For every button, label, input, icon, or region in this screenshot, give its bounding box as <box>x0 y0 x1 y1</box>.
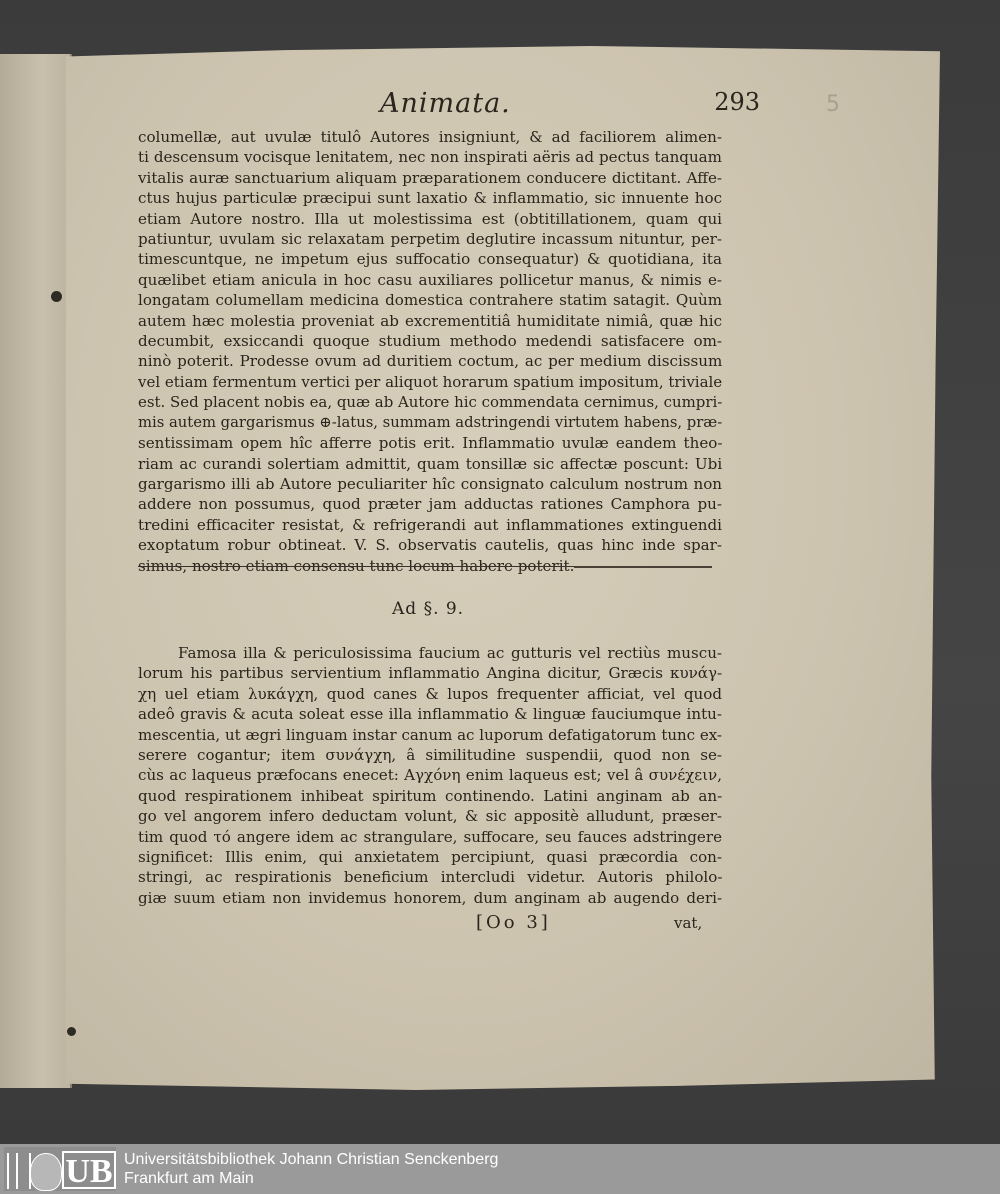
running-title: Animata. <box>380 88 511 119</box>
text-line: mescentia, ut ægri linguam instar canum ac luporum defatigatorum tunc ex- <box>138 725 722 744</box>
binding-hole <box>51 291 62 302</box>
text-line-last: simus, nostro etiam consensu tunc locum habere poterit. <box>138 556 575 575</box>
text-line: lorum his partibus servientium inflammatio Angina dicitur, Græcis κυνάγ- <box>138 664 722 683</box>
text-line: decumbit, exsiccandi quoque studium methodo medendi satisfacere om- <box>138 332 722 351</box>
text-line: ninò poterit. Prodesse ovum ad duritiem coctum, ac per medium discissum <box>138 352 722 371</box>
binding-hole <box>67 1027 76 1036</box>
text-line: adeô gravis & acuta soleat esse illa inflammatio & linguæ fauciumque intu- <box>138 705 722 724</box>
portrait-icon <box>30 1153 62 1191</box>
text-line: exoptatum robur obtineat. V. S. observatis cautelis, quas hinc inde spar- <box>138 536 722 555</box>
text-line: giæ suum etiam non invidemus honorem, dum anginam ab augendo deri- <box>138 888 722 907</box>
text-line: cùs ac laqueus præfocans enecet: Αγχόνη enim laqueus est; vel â συνέχειν, <box>138 766 722 785</box>
signature-mark: [Oo 3] <box>476 912 551 933</box>
catchword: vat, <box>674 914 703 932</box>
text-line: addere non possumus, quod præter jam adductas rationes Camphora pu- <box>138 495 722 514</box>
text-line: autem hæc molestia proveniat ab excrementitiâ humiditate nimiâ, quæ hic <box>138 311 722 330</box>
separator-rule <box>574 566 712 568</box>
logo-stripes-icon <box>7 1153 31 1189</box>
facing-page-edge <box>0 54 72 1088</box>
text-line: timescuntque, ne impetum ejus suffocatio consequatur) & quotidiana, ita <box>138 250 722 269</box>
text-line: longatam columellam medicina domestica contrahere statim satagit. Quùm <box>138 291 722 310</box>
text-line: χη uel etiam λυκάγχη, quod canes & lupos frequenter afficiat, vel quod <box>138 684 722 703</box>
running-head <box>380 88 760 124</box>
paragraph-1 <box>138 127 722 576</box>
institution-line-2: Frankfurt am Main <box>124 1170 254 1187</box>
text-line: etiam Autore nostro. Illa ut molestissima est (obtitillationem, quam qui <box>138 209 722 228</box>
text-line: significet: Illis enim, qui anxietatem percipiunt, quasi præcordia con- <box>138 848 722 867</box>
text-line: quod respirationem inhibeat spiritum continendo. Latini anginam ab an- <box>138 786 722 805</box>
text-line: gargarismo illi ab Autore peculiariter hîc consignato calculum nostrum non <box>138 474 722 493</box>
institution-name <box>124 1150 498 1188</box>
page-number: 293 <box>714 88 760 116</box>
text-line: sentissimam opem hîc afferre potis erit. Inflammatio uvulæ eandem theo- <box>138 434 722 453</box>
text-line: Famosa illa & periculosissima faucium ac gutturis vel rectiùs muscu- <box>178 644 722 662</box>
text-line: mis autem gargarismus ⊕-latus, summam adstringendi virtutem habens, præ- <box>138 413 722 431</box>
institution-line-1: Universitätsbibliothek Johann Christian Senckenberg <box>124 1151 499 1168</box>
text-line: ctus hujus particulæ præcipui sunt laxatio & inflammatio, sic innuente hoc <box>138 189 722 208</box>
text-line: patiuntur, uvulam sic relaxatam perpetim deglutire incassum nituntur, per- <box>138 230 722 249</box>
text-line: ti descensum vocisque lenitatem, nec non inspirati aëris ad pectus tanquam <box>138 148 722 167</box>
library-footer <box>0 1144 1000 1194</box>
text-line: vitalis auræ sanctuarium aliquam præparationem conducere dictitant. Affe- <box>138 168 722 187</box>
section-heading: Ad §. 9. <box>392 599 465 619</box>
logo-ub-text: UB <box>62 1151 116 1189</box>
text-line: tredini efficaciter resistat, & refrigerandi aut inflammationes extinguendi <box>138 515 722 534</box>
library-logo[interactable] <box>4 1147 116 1191</box>
text-line: columellæ, aut uvulæ titulô Autores insigniunt, & ad faciliorem alimen- <box>138 128 722 146</box>
text-line: riam ac curandi solertiam admittit, quam tonsillæ sic affectæ poscunt: Ubi <box>138 454 722 473</box>
paragraph-2 <box>138 643 722 908</box>
text-line: go vel angorem infero deductam volunt, & sic appositè alludunt, præser- <box>138 807 722 826</box>
text-line: stringi, ac respirationis beneficium intercludi videtur. Autoris philolo- <box>138 868 722 887</box>
pencil-mark: 5 <box>826 92 840 117</box>
text-line: est. Sed placent nobis ea, quæ ab Autore hic commendata cernimus, cumpri- <box>138 393 722 412</box>
text-line: tim quod τό angere idem ac strangulare, suffocare, seu fauces adstringere <box>138 827 722 846</box>
text-line: vel etiam fermentum vertici per aliquot horarum spatium impositum, triviale <box>138 372 722 391</box>
text-line: serere cogantur; item συνάγχη, â similitudine suspendii, quod non se- <box>138 746 722 765</box>
text-line: quælibet etiam anicula in hoc casu auxiliares pollicetur manus, & nimis e- <box>138 270 722 289</box>
